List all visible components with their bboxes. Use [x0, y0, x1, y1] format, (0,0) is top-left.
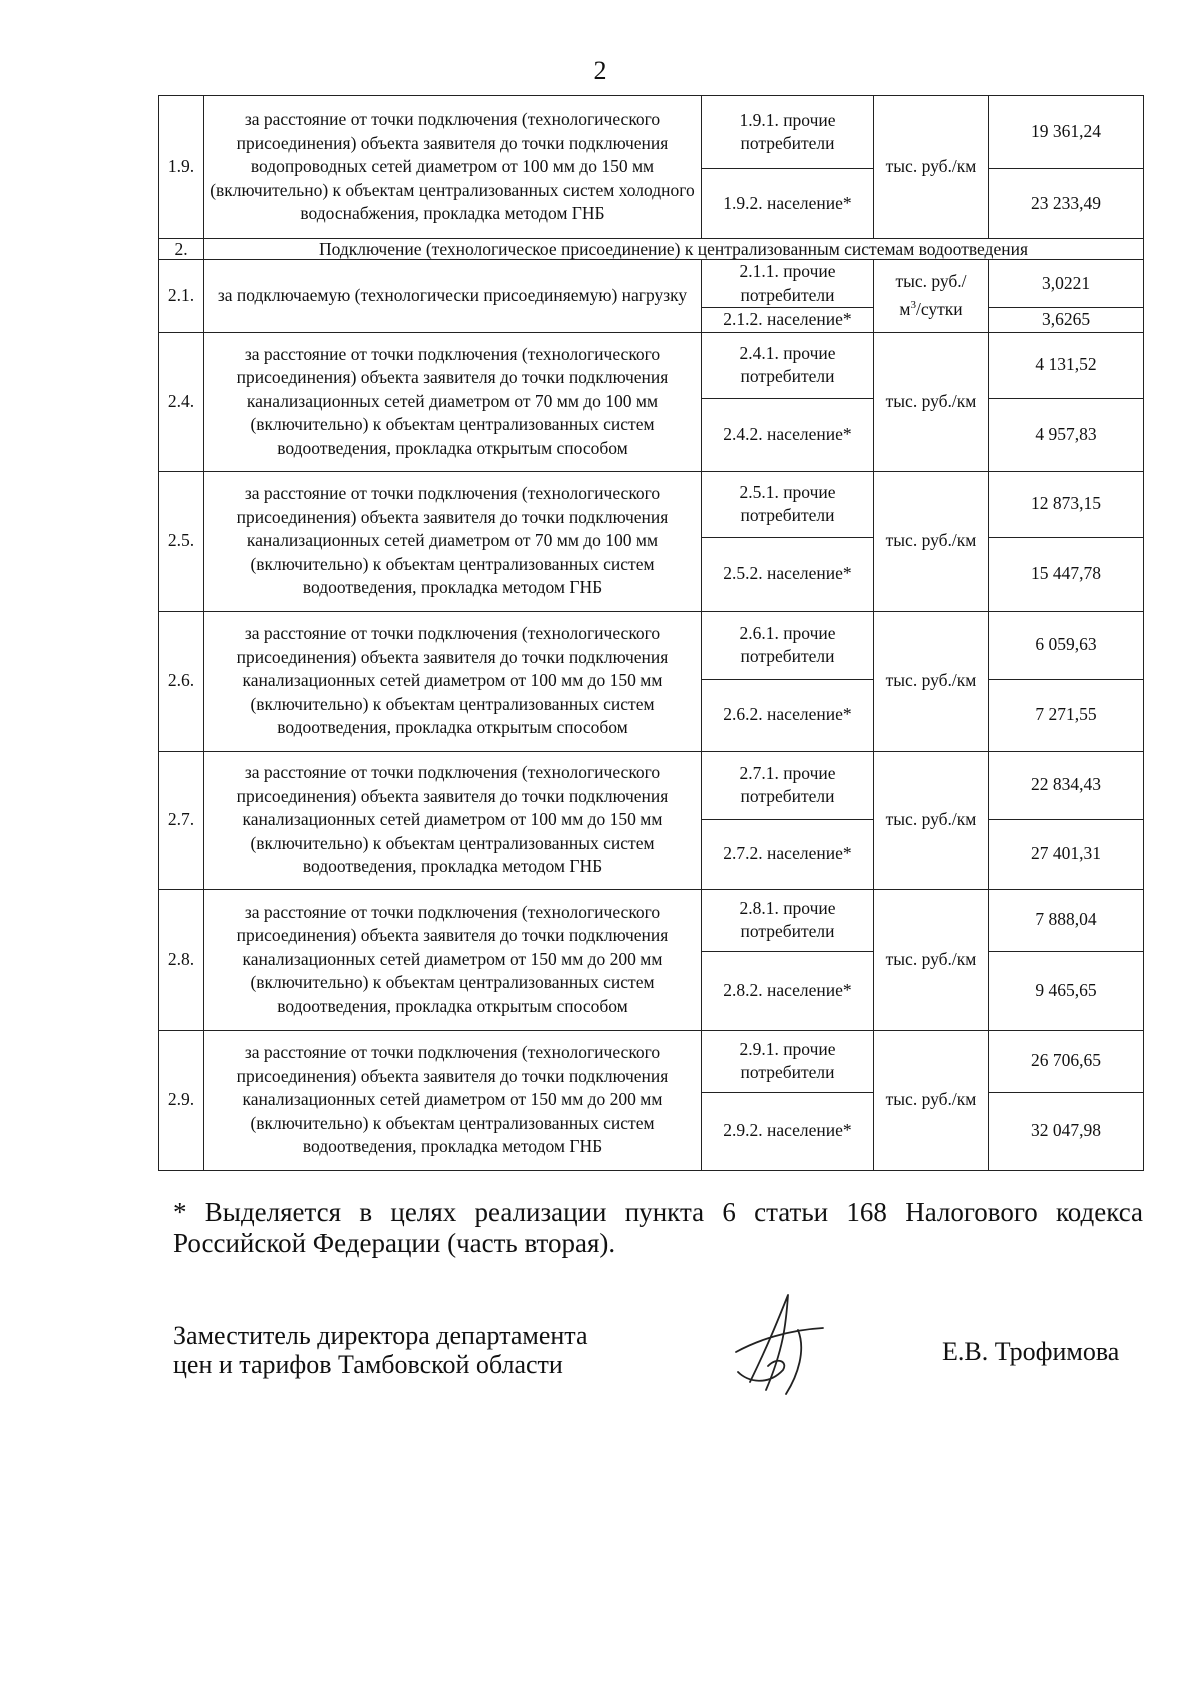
row-description: за расстояние от точки подключения (технологического присоединения) объекта заявителя до точки подключения канализационных сетей диаметром от 70 мм до 100 мм (включительно) к объектам централизованных систем водоотведения, прокладка открытым способом	[204, 332, 702, 471]
value-cell: 15 447,78	[989, 537, 1144, 611]
table-row	[159, 96, 1144, 169]
row-number: 1.9.	[159, 96, 204, 239]
row-description: за расстояние от точки подключения (технологического присоединения) объекта заявителя до точки подключения водопроводных сетей диаметром от 100 мм до 150 мм (включительно) к объектам централизованных систем холодного водоснабжения, прокладка методом ГНБ	[204, 96, 702, 239]
sub-item-label: 2.4.1. прочие потребители	[702, 332, 874, 398]
unit-cell: тыс. руб./км	[874, 332, 989, 471]
value-cell: 3,0221	[989, 260, 1144, 308]
sub-item-label: 2.4.2. население*	[702, 398, 874, 471]
unit-cell: тыс. руб./км	[874, 471, 989, 611]
table-row	[159, 332, 1144, 398]
row-description: за подключаемую (технологически присоединяемую) нагрузку	[204, 260, 702, 333]
sub-item-label: 2.9.1. прочие потребители	[702, 1030, 874, 1092]
row-number: 2.4.	[159, 332, 204, 471]
signatory-name: Е.В. Трофимова	[942, 1337, 1120, 1366]
row-number: 2.7.	[159, 751, 204, 889]
sub-item-label: 2.8.2. население*	[702, 951, 874, 1030]
signatory-title-line: цен и тарифов Тамбовской области	[173, 1350, 563, 1379]
sub-item-label: 2.5.1. прочие потребители	[702, 471, 874, 537]
page-number: 2	[593, 56, 607, 85]
value-cell: 6 059,63	[989, 611, 1144, 679]
sub-item-label: 2.8.1. прочие потребители	[702, 889, 874, 951]
signatory-title	[173, 1321, 693, 1379]
handwritten-signature	[728, 1290, 828, 1400]
value-cell: 23 233,49	[989, 169, 1144, 239]
unit-cell: тыс. руб./км	[874, 96, 989, 239]
sub-item-label: 2.1.1. прочие потребители	[702, 260, 874, 308]
value-cell: 26 706,65	[989, 1030, 1144, 1092]
sub-item-label: 2.7.2. население*	[702, 819, 874, 889]
value-cell: 4 957,83	[989, 398, 1144, 471]
table-row	[159, 751, 1144, 819]
value-cell: 19 361,24	[989, 96, 1144, 169]
tariff-table	[158, 95, 1144, 1171]
unit-cell: тыс. руб./км	[874, 611, 989, 751]
section-row	[159, 239, 1144, 260]
sub-item-label: 1.9.2. население*	[702, 169, 874, 239]
value-cell: 4 131,52	[989, 332, 1144, 398]
row-number: 2.9.	[159, 1030, 204, 1170]
value-cell: 32 047,98	[989, 1092, 1144, 1170]
table-row	[159, 611, 1144, 679]
table-row	[159, 889, 1144, 951]
value-cell: 12 873,15	[989, 471, 1144, 537]
value-cell: 27 401,31	[989, 819, 1144, 889]
row-description: за расстояние от точки подключения (технологического присоединения) объекта заявителя до точки подключения канализационных сетей диаметром от 100 мм до 150 мм (включительно) к объектам централизованных систем водоотведения, прокладка открытым способом	[204, 611, 702, 751]
sub-item-label: 2.6.2. население*	[702, 679, 874, 751]
value-cell: 3,6265	[989, 308, 1144, 333]
row-description: за расстояние от точки подключения (технологического присоединения) объекта заявителя до точки подключения канализационных сетей диаметром от 100 мм до 150 мм (включительно) к объектам централизованных систем водоотведения, прокладка методом ГНБ	[204, 751, 702, 889]
sub-item-label: 1.9.1. прочие потребители	[702, 96, 874, 169]
value-cell: 7 888,04	[989, 889, 1144, 951]
value-cell: 7 271,55	[989, 679, 1144, 751]
row-description: за расстояние от точки подключения (технологического присоединения) объекта заявителя до точки подключения канализационных сетей диаметром от 150 мм до 200 мм (включительно) к объектам централизованных систем водоотведения, прокладка открытым способом	[204, 889, 702, 1030]
section-title: Подключение (технологическое присоединение) к централизованным системам водоотведения	[204, 239, 1144, 260]
unit-cell: тыс. руб./ $м^3$/сутки	[874, 260, 989, 333]
unit-cell: тыс. руб./км	[874, 889, 989, 1030]
unit-cell: тыс. руб./км	[874, 751, 989, 889]
value-cell: 9 465,65	[989, 951, 1144, 1030]
signatory-title-line: Заместитель директора департамента	[173, 1321, 588, 1350]
row-number: 2.6.	[159, 611, 204, 751]
sub-item-label: 2.5.2. население*	[702, 537, 874, 611]
sub-item-label: 2.6.1. прочие потребители	[702, 611, 874, 679]
value-cell: 22 834,43	[989, 751, 1144, 819]
row-number: 2.5.	[159, 471, 204, 611]
table-row	[159, 260, 1144, 308]
row-number: 2.8.	[159, 889, 204, 1030]
section-number: 2.	[159, 239, 204, 260]
table-row	[159, 1030, 1144, 1092]
sub-item-label: 2.1.2. население*	[702, 308, 874, 333]
unit-cell: тыс. руб./км	[874, 1030, 989, 1170]
footnote: * Выделяется в целях реализации пункта 6 статьи 168 Налогового кодекса Российской Федерации (часть вторая).	[173, 1197, 1143, 1258]
row-description: за расстояние от точки подключения (технологического присоединения) объекта заявителя до точки подключения канализационных сетей диаметром от 70 мм до 100 мм (включительно) к объектам централизованных систем водоотведения, прокладка методом ГНБ	[204, 471, 702, 611]
sub-item-label: 2.9.2. население*	[702, 1092, 874, 1170]
row-description: за расстояние от точки подключения (технологического присоединения) объекта заявителя до точки подключения канализационных сетей диаметром от 150 мм до 200 мм (включительно) к объектам централизованных систем водоотведения, прокладка методом ГНБ	[204, 1030, 702, 1170]
sub-item-label: 2.7.1. прочие потребители	[702, 751, 874, 819]
row-number: 2.1.	[159, 260, 204, 333]
table-row	[159, 471, 1144, 537]
